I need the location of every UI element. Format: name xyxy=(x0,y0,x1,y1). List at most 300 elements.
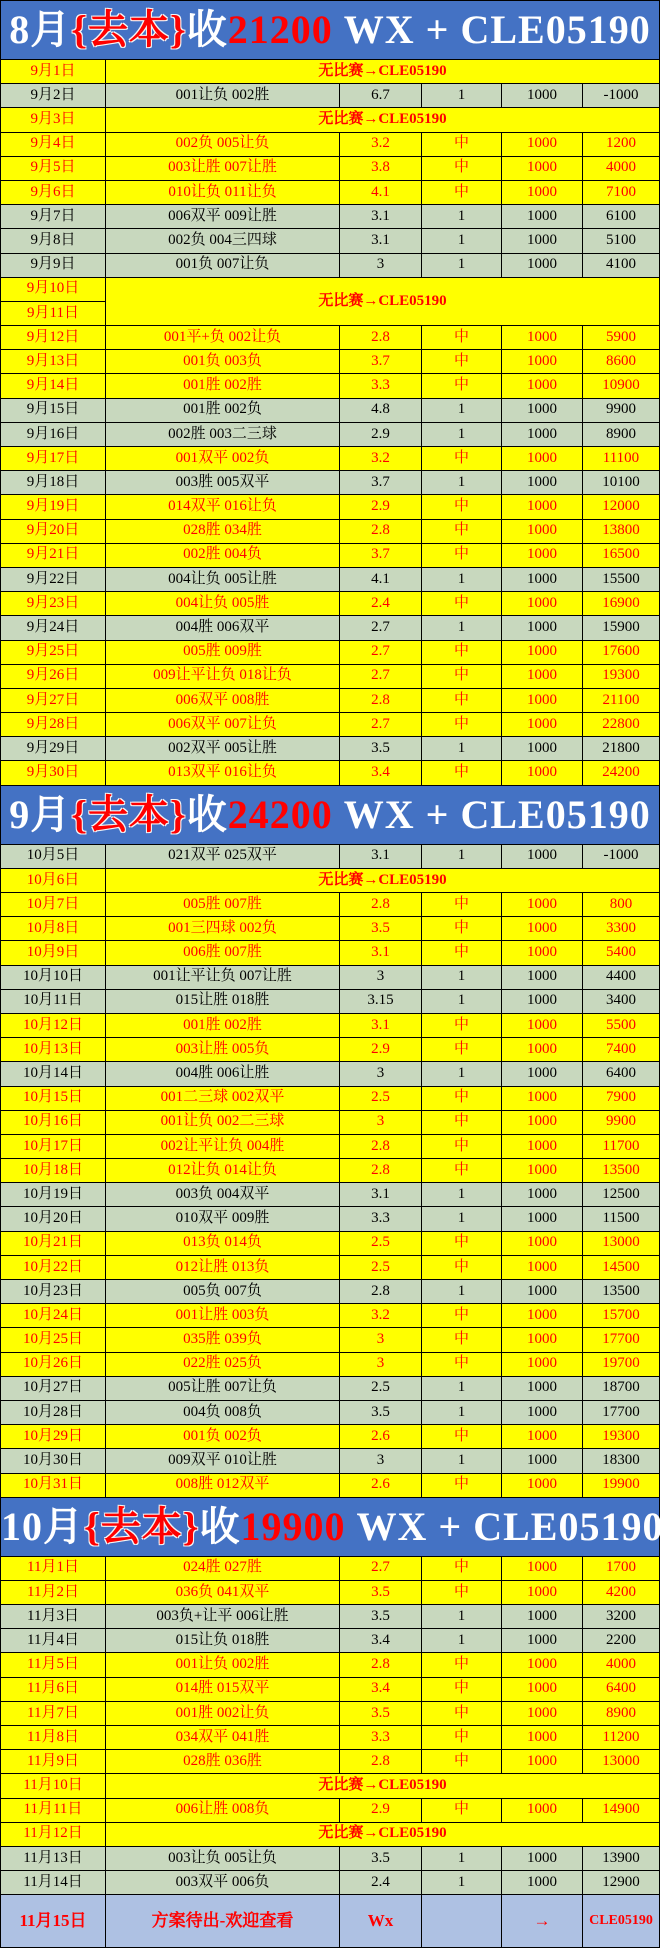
bet-row-lose xyxy=(1,229,660,253)
bet-cell: 001让负 002胜 xyxy=(106,1653,340,1677)
bet-cell: 001让胜 003负 xyxy=(106,1304,340,1328)
date-cell: 9月25日 xyxy=(1,640,106,664)
result-cell: 1 xyxy=(422,1183,502,1207)
odds-cell: 3 xyxy=(340,1449,422,1473)
date-cell: 9月18日 xyxy=(1,471,106,495)
stake-cell: 1000 xyxy=(502,1677,583,1701)
date-cell: 10月18日 xyxy=(1,1159,106,1183)
bet-row-win xyxy=(1,1110,660,1134)
bet-cell: 012让胜 013负 xyxy=(106,1255,340,1279)
bet-row-win xyxy=(1,761,660,785)
odds-cell: 3.3 xyxy=(340,374,422,398)
stake-cell: 1000 xyxy=(502,1605,583,1629)
no-match-row xyxy=(1,1822,660,1846)
bet-cell: 004负 008负 xyxy=(106,1400,340,1424)
stake-cell: 1000 xyxy=(502,1580,583,1604)
total-cell: 7100 xyxy=(583,180,660,204)
stake-cell: 1000 xyxy=(502,1750,583,1774)
odds-cell: 3 xyxy=(340,965,422,989)
stake-cell: 1000 xyxy=(502,640,583,664)
stake-cell: 1000 xyxy=(502,1871,583,1895)
date-cell: 10月7日 xyxy=(1,893,106,917)
result-cell: 中 xyxy=(422,592,502,616)
stake-cell: 1000 xyxy=(502,1134,583,1158)
odds-cell: 2.9 xyxy=(340,495,422,519)
no-match-row xyxy=(1,108,660,132)
section-header-cell xyxy=(1,785,660,844)
date-cell: 10月11日 xyxy=(1,989,106,1013)
bet-cell: 001负 002负 xyxy=(106,1425,340,1449)
no-match-row xyxy=(1,60,660,84)
date-cell: 10月5日 xyxy=(1,844,106,868)
total-cell: 14500 xyxy=(583,1255,660,1279)
date-cell: 11月11日 xyxy=(1,1798,106,1822)
bet-row-lose xyxy=(1,737,660,761)
total-cell: 15900 xyxy=(583,616,660,640)
result-cell: 1 xyxy=(422,1207,502,1231)
section-header-row xyxy=(1,1,660,60)
result-cell: 中 xyxy=(422,1677,502,1701)
arrow-icon: → xyxy=(502,1895,583,1948)
total-cell: 3200 xyxy=(583,1605,660,1629)
result-cell: 中 xyxy=(422,713,502,737)
stake-cell: 1000 xyxy=(502,761,583,785)
total-cell: 6100 xyxy=(583,205,660,229)
date-cell: 9月12日 xyxy=(1,326,106,350)
stake-cell: 1000 xyxy=(502,1556,583,1580)
total-cell: 16900 xyxy=(583,592,660,616)
odds-cell: 2.5 xyxy=(340,1231,422,1255)
result-cell: 1 xyxy=(422,1629,502,1653)
date-cell: 10月28日 xyxy=(1,1400,106,1424)
bet-cell: 001让平让负 007让胜 xyxy=(106,965,340,989)
date-cell: 10月15日 xyxy=(1,1086,106,1110)
result-cell: 1 xyxy=(422,1062,502,1086)
bet-row-win xyxy=(1,495,660,519)
odds-cell: 3.15 xyxy=(340,989,422,1013)
bet-cell: 001负 007让负 xyxy=(106,253,340,277)
bet-row-win xyxy=(1,1134,660,1158)
odds-cell: 4.8 xyxy=(340,398,422,422)
date-cell: 9月27日 xyxy=(1,688,106,712)
result-cell: 中 xyxy=(422,1726,502,1750)
bet-cell: 003让胜 007让胜 xyxy=(106,156,340,180)
odds-cell: 3.3 xyxy=(340,1207,422,1231)
no-match-cell: 无比赛→CLE05190 xyxy=(106,60,660,84)
bet-cell: 001三四球 002负 xyxy=(106,917,340,941)
result-cell: 中 xyxy=(422,1159,502,1183)
odds-cell: 2.4 xyxy=(340,592,422,616)
date-cell: 9月8日 xyxy=(1,229,106,253)
result-cell: 中 xyxy=(422,519,502,543)
date-cell: 9月16日 xyxy=(1,422,106,446)
total-cell: 1700 xyxy=(583,1556,660,1580)
stake-cell: 1000 xyxy=(502,1110,583,1134)
bet-cell: 002让平让负 004胜 xyxy=(106,1134,340,1158)
date-cell: 9月23日 xyxy=(1,592,106,616)
stake-cell: 1000 xyxy=(502,1798,583,1822)
total-cell: 21100 xyxy=(583,688,660,712)
no-match-cell: 无比赛→CLE05190 xyxy=(106,277,660,325)
section-header-cell xyxy=(1,1497,664,1556)
code-cell: CLE05190 xyxy=(583,1895,660,1948)
bet-row-lose xyxy=(1,1280,660,1304)
date-cell: 10月13日 xyxy=(1,1038,106,1062)
bet-cell: 024胜 027胜 xyxy=(106,1556,340,1580)
date-cell: 10月26日 xyxy=(1,1352,106,1376)
result-cell: 1 xyxy=(422,205,502,229)
result-cell: 中 xyxy=(422,374,502,398)
bet-row-lose xyxy=(1,1376,660,1400)
bet-row-win xyxy=(1,132,660,156)
stake-cell: 1000 xyxy=(502,543,583,567)
bet-cell: 008胜 012双平 xyxy=(106,1473,340,1497)
bet-cell: 013双平 016让负 xyxy=(106,761,340,785)
total-cell: 800 xyxy=(583,893,660,917)
total-cell: 8600 xyxy=(583,350,660,374)
bet-row-win xyxy=(1,1701,660,1725)
section-header-row xyxy=(1,785,660,844)
result-cell: 1 xyxy=(422,1376,502,1400)
bet-row-win xyxy=(1,1255,660,1279)
date-cell: 11月3日 xyxy=(1,1605,106,1629)
result-cell: 中 xyxy=(422,1328,502,1352)
section-header-text-part: {去本} xyxy=(84,1503,200,1549)
bet-row-lose xyxy=(1,422,660,446)
bet-row-win xyxy=(1,592,660,616)
bet-cell: 006让胜 008负 xyxy=(106,1798,340,1822)
odds-cell: 2.9 xyxy=(340,422,422,446)
result-cell: 1 xyxy=(422,844,502,868)
total-cell: 7900 xyxy=(583,1086,660,1110)
stake-cell: 1000 xyxy=(502,471,583,495)
date-cell: 9月2日 xyxy=(1,84,106,108)
no-match-row xyxy=(1,277,660,301)
bet-row-win xyxy=(1,1653,660,1677)
section-header-text-part: 10月 xyxy=(1,1503,84,1549)
stake-cell: 1000 xyxy=(502,447,583,471)
stake-cell: 1000 xyxy=(502,350,583,374)
bet-row-win xyxy=(1,941,660,965)
date-cell: 10月16日 xyxy=(1,1110,106,1134)
section-header-text-part: {去本} xyxy=(71,7,187,52)
bet-cell: 002胜 004负 xyxy=(106,543,340,567)
stake-cell: 1000 xyxy=(502,229,583,253)
date-cell: 10月12日 xyxy=(1,1013,106,1037)
bet-row-lose xyxy=(1,616,660,640)
result-cell: 中 xyxy=(422,1425,502,1449)
bet-cell: 001胜 002胜 xyxy=(106,374,340,398)
odds-cell: 3.4 xyxy=(340,1629,422,1653)
result-cell: 1 xyxy=(422,398,502,422)
bet-cell: 002负 005让负 xyxy=(106,132,340,156)
bet-cell: 028胜 036胜 xyxy=(106,1750,340,1774)
odds-cell: 2.5 xyxy=(340,1255,422,1279)
bet-cell: 036负 041双平 xyxy=(106,1580,340,1604)
date-cell: 9月5日 xyxy=(1,156,106,180)
odds-cell: 3.8 xyxy=(340,156,422,180)
date-cell: 9月4日 xyxy=(1,132,106,156)
date-cell: 10月22日 xyxy=(1,1255,106,1279)
result-cell: 中 xyxy=(422,893,502,917)
odds-cell: 3 xyxy=(340,1110,422,1134)
odds-cell: 2.5 xyxy=(340,1086,422,1110)
odds-cell: 2.8 xyxy=(340,893,422,917)
stake-cell: 1000 xyxy=(502,1629,583,1653)
date-cell: 11月13日 xyxy=(1,1846,106,1870)
total-cell: 17700 xyxy=(583,1400,660,1424)
odds-cell: 2.8 xyxy=(340,688,422,712)
bet-cell: 003让负 005让负 xyxy=(106,1846,340,1870)
date-cell: 10月24日 xyxy=(1,1304,106,1328)
bet-cell: 004胜 006让胜 xyxy=(106,1062,340,1086)
stake-cell: 1000 xyxy=(502,844,583,868)
section-header-text-part: 21200 xyxy=(227,7,333,52)
no-match-row xyxy=(1,1774,660,1798)
bet-cell: 005负 007负 xyxy=(106,1280,340,1304)
stake-cell: 1000 xyxy=(502,156,583,180)
odds-cell: 3 xyxy=(340,1352,422,1376)
bet-row-win xyxy=(1,688,660,712)
bet-row-win xyxy=(1,519,660,543)
odds-cell: 2.7 xyxy=(340,664,422,688)
bet-row-lose xyxy=(1,1629,660,1653)
stake-cell: 1000 xyxy=(502,398,583,422)
total-cell: -1000 xyxy=(583,844,660,868)
section-header-text-part: 8月 xyxy=(9,7,72,52)
total-cell: 18700 xyxy=(583,1376,660,1400)
section-header-text-part: WX + CLE05190 xyxy=(345,1503,664,1549)
date-cell: 9月17日 xyxy=(1,447,106,471)
odds-cell: 2.8 xyxy=(340,519,422,543)
total-cell: 11100 xyxy=(583,447,660,471)
odds-cell: 2.8 xyxy=(340,1134,422,1158)
stake-cell: 1000 xyxy=(502,1473,583,1497)
total-cell: 11500 xyxy=(583,1207,660,1231)
bet-row-win xyxy=(1,180,660,204)
result-cell: 中 xyxy=(422,1701,502,1725)
total-cell: -1000 xyxy=(583,84,660,108)
stake-cell: 1000 xyxy=(502,1400,583,1424)
stake-cell: 1000 xyxy=(502,374,583,398)
date-cell: 9月19日 xyxy=(1,495,106,519)
stake-cell: 1000 xyxy=(502,1062,583,1086)
bet-row-win xyxy=(1,1231,660,1255)
date-cell: 9月3日 xyxy=(1,108,106,132)
result-cell: 1 xyxy=(422,567,502,591)
bet-row-win xyxy=(1,1328,660,1352)
stake-cell: 1000 xyxy=(502,989,583,1013)
no-match-cell: 无比赛→CLE05190 xyxy=(106,108,660,132)
odds-cell: 2.7 xyxy=(340,640,422,664)
bet-row-lose xyxy=(1,1871,660,1895)
bet-cell: 012让负 014让负 xyxy=(106,1159,340,1183)
result-cell: 1 xyxy=(422,616,502,640)
odds-cell: 3.4 xyxy=(340,761,422,785)
stake-cell: 1000 xyxy=(502,1304,583,1328)
odds-cell: 2.7 xyxy=(340,616,422,640)
stake-cell: 1000 xyxy=(502,688,583,712)
section-header-text-part: 19900 xyxy=(240,1503,346,1549)
odds-cell: 3.5 xyxy=(340,737,422,761)
odds-cell: 3.1 xyxy=(340,844,422,868)
bet-cell: 014双平 016让负 xyxy=(106,495,340,519)
odds-cell: 2.8 xyxy=(340,1750,422,1774)
odds-cell: 4.1 xyxy=(340,180,422,204)
date-cell: 11月5日 xyxy=(1,1653,106,1677)
odds-cell: 2.8 xyxy=(340,326,422,350)
total-cell: 6400 xyxy=(583,1062,660,1086)
odds-cell: 6.7 xyxy=(340,84,422,108)
date-cell: 9月13日 xyxy=(1,350,106,374)
bet-row-lose xyxy=(1,398,660,422)
result-cell: 1 xyxy=(422,989,502,1013)
odds-cell: 3 xyxy=(340,1062,422,1086)
no-match-cell: 无比赛→CLE05190 xyxy=(106,1822,660,1846)
bet-cell: 003胜 005双平 xyxy=(106,471,340,495)
stake-cell: 1000 xyxy=(502,1449,583,1473)
stake-cell: 1000 xyxy=(502,567,583,591)
total-cell: 12500 xyxy=(583,1183,660,1207)
bet-cell: 004让负 005让胜 xyxy=(106,567,340,591)
stake-cell: 1000 xyxy=(502,1207,583,1231)
result-cell: 1 xyxy=(422,1871,502,1895)
result-cell: 1 xyxy=(422,1846,502,1870)
no-match-cell: 无比赛→CLE05190 xyxy=(106,1774,660,1798)
result-cell: 中 xyxy=(422,326,502,350)
total-cell: 11200 xyxy=(583,1726,660,1750)
odds-cell: 3.2 xyxy=(340,132,422,156)
total-cell: 5500 xyxy=(583,1013,660,1037)
bet-cell: 003让胜 005负 xyxy=(106,1038,340,1062)
bet-row-win xyxy=(1,664,660,688)
bet-row-win xyxy=(1,326,660,350)
section-header-text-part: 收 xyxy=(186,791,228,837)
total-cell: 19300 xyxy=(583,1425,660,1449)
stake-cell: 1000 xyxy=(502,1726,583,1750)
result-cell: 中 xyxy=(422,1255,502,1279)
bet-row-win xyxy=(1,1556,660,1580)
bet-cell: 006双平 007让负 xyxy=(106,713,340,737)
result-cell: 中 xyxy=(422,941,502,965)
bet-cell: 001平+负 002让负 xyxy=(106,326,340,350)
total-cell: 3300 xyxy=(583,917,660,941)
date-cell: 10月6日 xyxy=(1,868,106,892)
bet-row-win xyxy=(1,713,660,737)
bet-cell: 001二三球 002双平 xyxy=(106,1086,340,1110)
total-cell: 9900 xyxy=(583,1110,660,1134)
bet-row-lose xyxy=(1,844,660,868)
stake-cell: 1000 xyxy=(502,1231,583,1255)
odds-cell: 3.5 xyxy=(340,1701,422,1725)
odds-cell: 3.3 xyxy=(340,1726,422,1750)
stake-cell: 1000 xyxy=(502,616,583,640)
date-cell: 10月20日 xyxy=(1,1207,106,1231)
bet-cell: 022胜 025负 xyxy=(106,1352,340,1376)
result-cell: 中 xyxy=(422,917,502,941)
total-cell: 5900 xyxy=(583,326,660,350)
stake-cell: 1000 xyxy=(502,965,583,989)
total-cell: 6400 xyxy=(583,1677,660,1701)
odds-cell: 3 xyxy=(340,253,422,277)
stake-cell: 1000 xyxy=(502,1846,583,1870)
bet-row-lose xyxy=(1,989,660,1013)
bet-row-lose xyxy=(1,1207,660,1231)
date-cell: 9月15日 xyxy=(1,398,106,422)
bet-row-win xyxy=(1,1580,660,1604)
bet-cell: 001胜 002胜 xyxy=(106,1013,340,1037)
odds-cell: 3.5 xyxy=(340,917,422,941)
stake-cell: 1000 xyxy=(502,1013,583,1037)
total-cell: 3400 xyxy=(583,989,660,1013)
result-cell: 1 xyxy=(422,422,502,446)
odds-cell: 3.7 xyxy=(340,543,422,567)
stake-cell: 1000 xyxy=(502,1280,583,1304)
total-cell: 10900 xyxy=(583,374,660,398)
odds-cell: 4.1 xyxy=(340,567,422,591)
odds-cell: 3.1 xyxy=(340,1183,422,1207)
odds-cell: 3.1 xyxy=(340,229,422,253)
bet-row-lose xyxy=(1,965,660,989)
bet-cell: 004让负 005胜 xyxy=(106,592,340,616)
blank-cell xyxy=(422,1895,502,1948)
bet-cell: 035胜 039负 xyxy=(106,1328,340,1352)
bet-cell: 013负 014负 xyxy=(106,1231,340,1255)
odds-cell: 3 xyxy=(340,1328,422,1352)
bet-cell: 001负 003负 xyxy=(106,350,340,374)
stake-cell: 1000 xyxy=(502,1701,583,1725)
stake-cell: 1000 xyxy=(502,1086,583,1110)
odds-cell: 3.5 xyxy=(340,1846,422,1870)
date-cell: 10月10日 xyxy=(1,965,106,989)
odds-cell: 3.5 xyxy=(340,1605,422,1629)
date-cell: 9月6日 xyxy=(1,180,106,204)
bet-row-win xyxy=(1,893,660,917)
total-cell: 11700 xyxy=(583,1134,660,1158)
date-cell: 11月2日 xyxy=(1,1580,106,1604)
stake-cell: 1000 xyxy=(502,664,583,688)
odds-cell: 2.7 xyxy=(340,1556,422,1580)
bet-row-lose xyxy=(1,84,660,108)
date-cell: 11月14日 xyxy=(1,1871,106,1895)
date-cell: 9月22日 xyxy=(1,567,106,591)
total-cell: 13500 xyxy=(583,1280,660,1304)
bet-row-win xyxy=(1,1677,660,1701)
total-cell: 5100 xyxy=(583,229,660,253)
result-cell: 中 xyxy=(422,1352,502,1376)
date-cell: 11月8日 xyxy=(1,1726,106,1750)
bet-cell: 006胜 007胜 xyxy=(106,941,340,965)
date-cell: 9月7日 xyxy=(1,205,106,229)
bet-row-win xyxy=(1,640,660,664)
odds-cell: 2.5 xyxy=(340,1376,422,1400)
bet-cell: 034双平 041胜 xyxy=(106,1726,340,1750)
odds-cell: 3.2 xyxy=(340,1304,422,1328)
bet-cell: 002负 004三四球 xyxy=(106,229,340,253)
section-header-text-part: 9月 xyxy=(9,791,72,837)
bet-row-win xyxy=(1,447,660,471)
date-cell: 9月29日 xyxy=(1,737,106,761)
bet-cell: 001让负 002二三球 xyxy=(106,1110,340,1134)
date-cell: 9月24日 xyxy=(1,616,106,640)
stake-cell: 1000 xyxy=(502,326,583,350)
date-cell: 11月6日 xyxy=(1,1677,106,1701)
total-cell: 12900 xyxy=(583,1871,660,1895)
result-cell: 中 xyxy=(422,1473,502,1497)
date-cell: 10月23日 xyxy=(1,1280,106,1304)
stake-cell: 1000 xyxy=(502,917,583,941)
result-cell: 中 xyxy=(422,1110,502,1134)
